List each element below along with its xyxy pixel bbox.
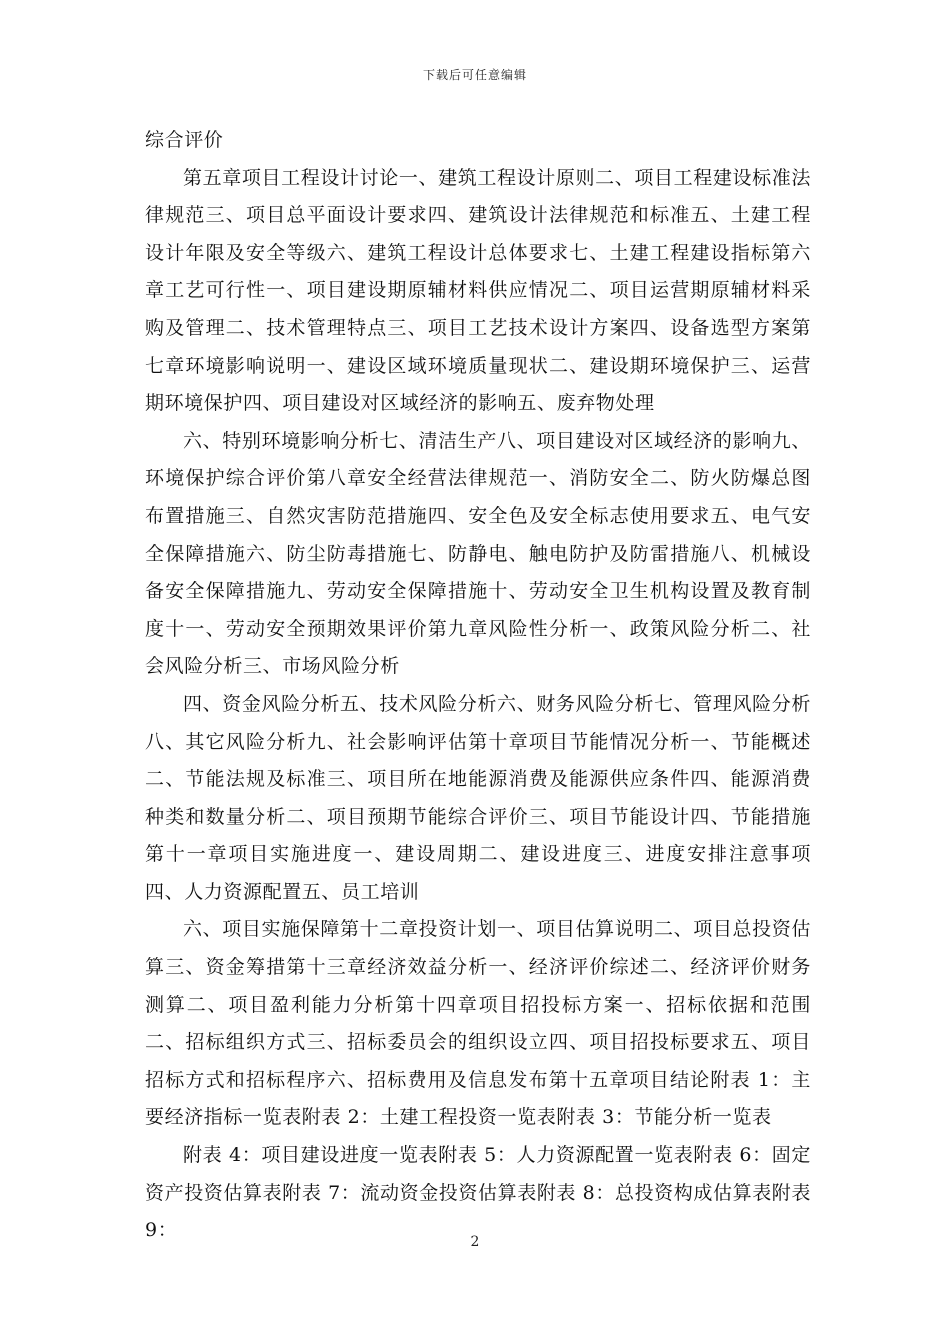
paragraph-3: 六、特别环境影响分析七、清洁生产八、项目建设对区域经济的影响九、环境保护综合评价第八章安全经营法律规范一、消防安全二、防火防爆总图布置措施三、自然灾害防范措施四、安全色及安全标志使用要求五、电气安全保障措施六、防尘防毒措施七、防静电、触电防护及防雷措施八、机械设备安全保障措施九、劳动安全保障措施十、劳动安全卫生机构设置及教育制度十一、劳动安全预期效果评价第九章风险性分析一、政策风险分析二、社会风险分析三、市场风险分析 [145,429,811,678]
paragraph-4: 四、资金风险分析五、技术风险分析六、财务风险分析七、管理风险分析八、其它风险分析九、社会影响评估第十章项目节能情况分析一、节能概述二、节能法规及标准三、项目所在地能源消费及能源供应条件四、能源消费种类和数量分析二、项目预期节能综合评价三、项目节能设计四、节能措施第十一章项目实施进度一、建设周期二、建设进度三、进度安排注意事项四、人力资源配置五、员工培训 [145,692,811,903]
paragraph-1: 综合评价 [145,129,224,151]
paragraph-5: 六、项目实施保障第十二章投资计划一、项目估算说明二、项目总投资估算三、资金筹措第十三章经济效益分析一、经济评价综述二、经济评价财务测算二、项目盈利能力分析第十四章项目招投标方案一、招标依据和范围二、招标组织方式三、招标委员会的组织设立四、项目招投标要求五、项目招标方式和招标程序六、招标费用及信息发布第十五章项目结论附表 1：主要经济指标一览表附表 2：土建工程投资一览表附表 3：节能分析一览表 [145,918,811,1129]
paragraph-2: 第五章项目工程设计讨论一、建筑工程设计原则二、项目工程建设标准法律规范三、项目总平面设计要求四、建筑设计法律规范和标准五、土建工程设计年限及安全等级六、建筑工程设计总体要求七、土建工程建设指标第六章工艺可行性一、项目建设期原辅材料供应情况二、项目运营期原辅材料采购及管理二、技术管理特点三、项目工艺技术设计方案四、设备选型方案第七章环境影响说明一、建设区域环境质量现状二、建设期环境保护三、运营期环境保护四、项目建设对区域经济的影响五、废弃物处理 [145,166,811,415]
page-header: 下载后可任意编辑 [422,68,527,82]
paragraph-6: 附表 4：项目建设进度一览表附表 5：人力资源配置一览表附表 6：固定资产投资估算表附表 7：流动资金投资估算表附表 8：总投资构成估算表附表 9： [145,1144,811,1242]
document-body [145,122,811,1250]
page-number: 2 [470,1234,480,1250]
